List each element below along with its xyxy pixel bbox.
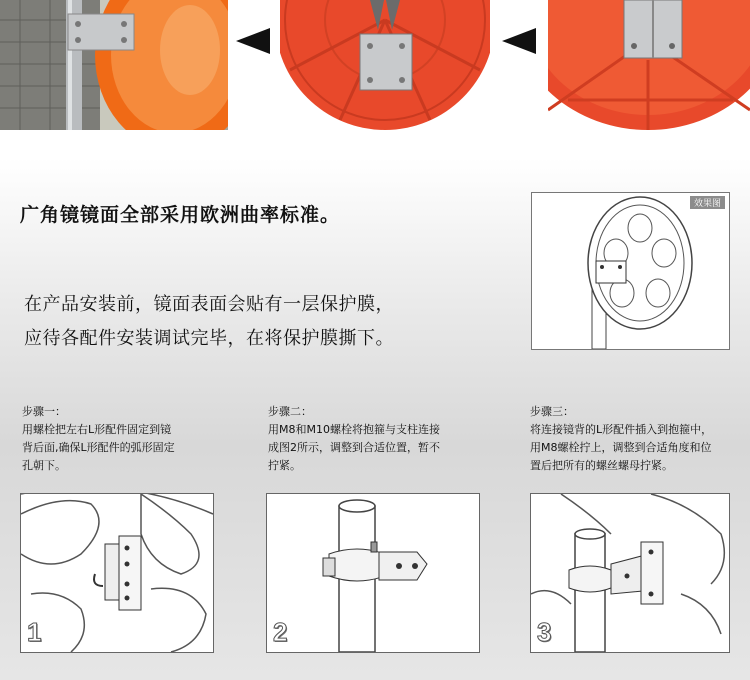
arrow-left-icon [502,28,536,54]
step-three-text [530,403,735,475]
step-title: 步骤二： [268,405,312,418]
step-title: 步骤三： [530,405,574,418]
effect-label: 效果图 [690,196,725,209]
step-one-diagram [20,493,214,653]
arrow-left-icon [236,28,270,54]
step-line: 孔朝下。 [22,459,66,472]
headline: 广角镜镜面全部采用欧洲曲率标准。 [20,204,341,226]
step-number: 3 [537,617,552,647]
step-line: 置后把所有的螺丝螺母拧紧。 [530,459,673,472]
step-line: 用螺栓把左右L形配件固定到镜 [22,423,172,436]
step-line: 背后面,确保L形配件的弧形固定 [22,441,175,454]
step-line: 成图2所示，调整到合适位置，暂不 [268,441,440,454]
step-one-text [22,403,202,475]
step-line: 用M8和M10螺栓将抱箍与支柱连接 [268,423,440,436]
effect-diagram [531,192,730,350]
step-two-text [268,403,473,475]
product-photo-back [280,0,490,130]
step-title: 步骤一： [22,405,66,418]
step-number: 2 [273,617,288,647]
step-number: 1 [27,617,42,647]
step-three-diagram [530,493,730,653]
step-line: 用M8螺栓拧上，调整到合适角度和位 [530,441,712,454]
product-photo-installed [0,0,228,130]
step-line: 拧紧。 [268,459,301,472]
notice-line: 在产品安装前，镜面表面会贴有一层保护膜， [24,294,394,315]
step-two-diagram [266,493,480,653]
product-photo-bracket [548,0,750,130]
step-line: 将连接镜背的L形配件插入到抱箍中， [530,423,713,436]
notice-line: 应待各配件安装调试完毕，在将保护膜撕下。 [24,328,394,349]
